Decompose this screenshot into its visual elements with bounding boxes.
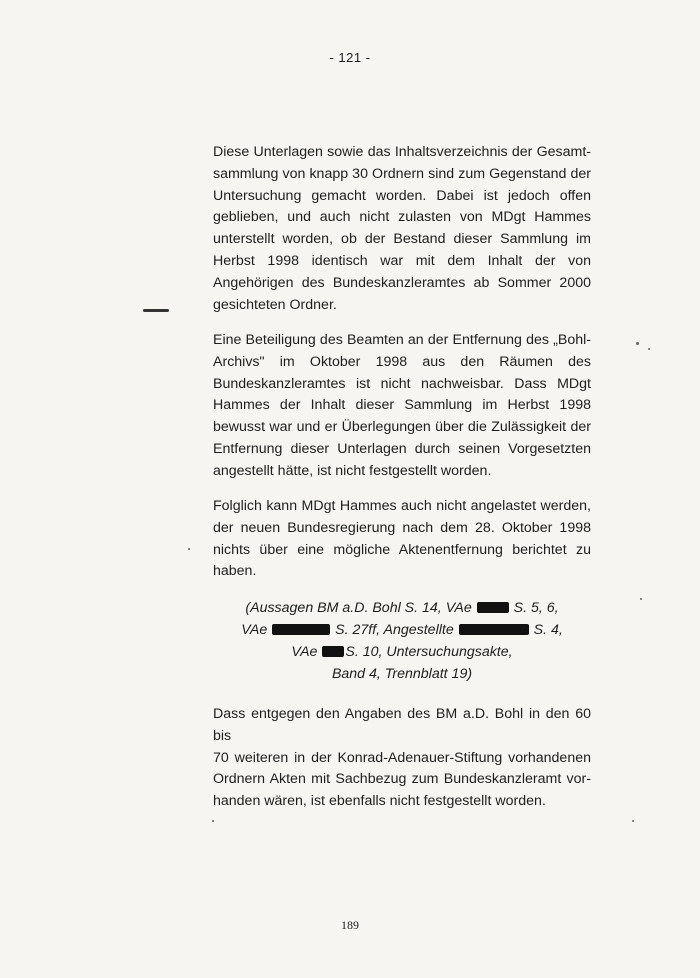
text-line: nichts über eine mögliche Aktenentfernung berichtet zu [213, 541, 591, 558]
text-line: Dass entgegen den Angaben des BM a.D. Bohl in den 60 bis [213, 706, 591, 744]
paragraph-beteiligung-entfernung [213, 330, 591, 483]
margin-mark [143, 309, 169, 312]
text-line: Folglich kann MDgt Hammes auch nicht angelastet werden, [213, 498, 591, 514]
scan-speck [640, 598, 642, 600]
citation-line [213, 619, 591, 641]
scan-speck [636, 342, 639, 345]
text-line: handen wären, ist ebenfalls nicht festgestellt worden. [213, 793, 546, 810]
citation-text: VAe [241, 622, 268, 638]
redaction-bar [322, 646, 344, 657]
scan-speck [632, 820, 634, 822]
text-line: 70 weiteren in der Konrad-Adenauer-Stiftung vorhandenen [213, 749, 591, 766]
text-line: angestellt hätte, ist nicht festgestellt worden. [213, 462, 492, 479]
text-line: Diese Unterlagen sowie das Inhaltsverzeichnis der Gesamt- [213, 144, 591, 160]
text-line: Ordnern Akten mit Sachbezug zum Bundeskanzleramt vor- [213, 771, 591, 788]
text-line: bewusst war und er Überlegungen über die Zulässigkeit der [213, 419, 591, 436]
text-line: Bundeskanzleramtes ist nicht nachweisbar. Dass MDgt [213, 375, 591, 392]
page-number-top: - 121 - [329, 50, 371, 65]
citation-text: S. 4, [533, 622, 563, 638]
paragraph-bestand-sammlung [213, 142, 591, 316]
text-line: Herbst 1998 identisch war mit dem Inhalt der von [213, 252, 591, 269]
citation-text: VAe [291, 644, 318, 660]
text-line: der neuen Bundesregierung nach dem 28. Oktober 1998 [213, 519, 591, 536]
paragraph-konrad-adenauer-stiftung [213, 704, 591, 813]
scan-speck [188, 548, 190, 550]
scan-speck [212, 820, 214, 822]
redaction-bar [477, 602, 509, 613]
text-line: geblieben, und auch nicht zulasten von MDgt Hammes [213, 209, 591, 226]
citation-line: Band 4, Trennblatt 19) [331, 666, 473, 682]
scan-speck [648, 348, 650, 350]
citation-text: S. 10, Untersuchungsakte, [345, 644, 513, 660]
text-line: Hammes der Inhalt dieser Sammlung im Herbst 1998 [213, 397, 591, 414]
text-line: haben. [213, 563, 257, 580]
citation-line [213, 597, 591, 619]
text-line: Archivs" im Oktober 1998 aus den Räumen des [213, 353, 591, 370]
text-line: Angehörigen des Bundeskanzleramtes ab Sommer 2000 [213, 274, 591, 291]
paragraph-folglich [213, 496, 591, 583]
text-line: Untersuchung gemacht worden. Dabei ist jedoch offen [213, 187, 591, 204]
citation-block [213, 597, 591, 685]
redaction-bar [272, 624, 330, 635]
citation-text: S. 5, 6, [513, 600, 559, 616]
text-line: sammlung von knapp 30 Ordnern sind zum Gegenstand der [213, 165, 591, 182]
text-line: unterstellt worden, ob der Bestand dieser Sammlung im [213, 231, 591, 248]
footer-page-number: 189 [341, 918, 359, 932]
citation-text: S. 27ff, Angestellte [335, 622, 454, 638]
citation-line [213, 641, 591, 663]
redaction-bar [459, 624, 529, 635]
text-line: Eine Beteiligung des Beamten an der Entfernung des „Bohl- [213, 332, 591, 348]
text-line: Entfernung dieser Unterlagen durch seinen Vorgesetzten [213, 440, 591, 457]
text-line: gesichteten Ordner. [213, 296, 337, 313]
citation-text: (Aussagen BM a.D. Bohl S. 14, VAe [245, 600, 472, 616]
